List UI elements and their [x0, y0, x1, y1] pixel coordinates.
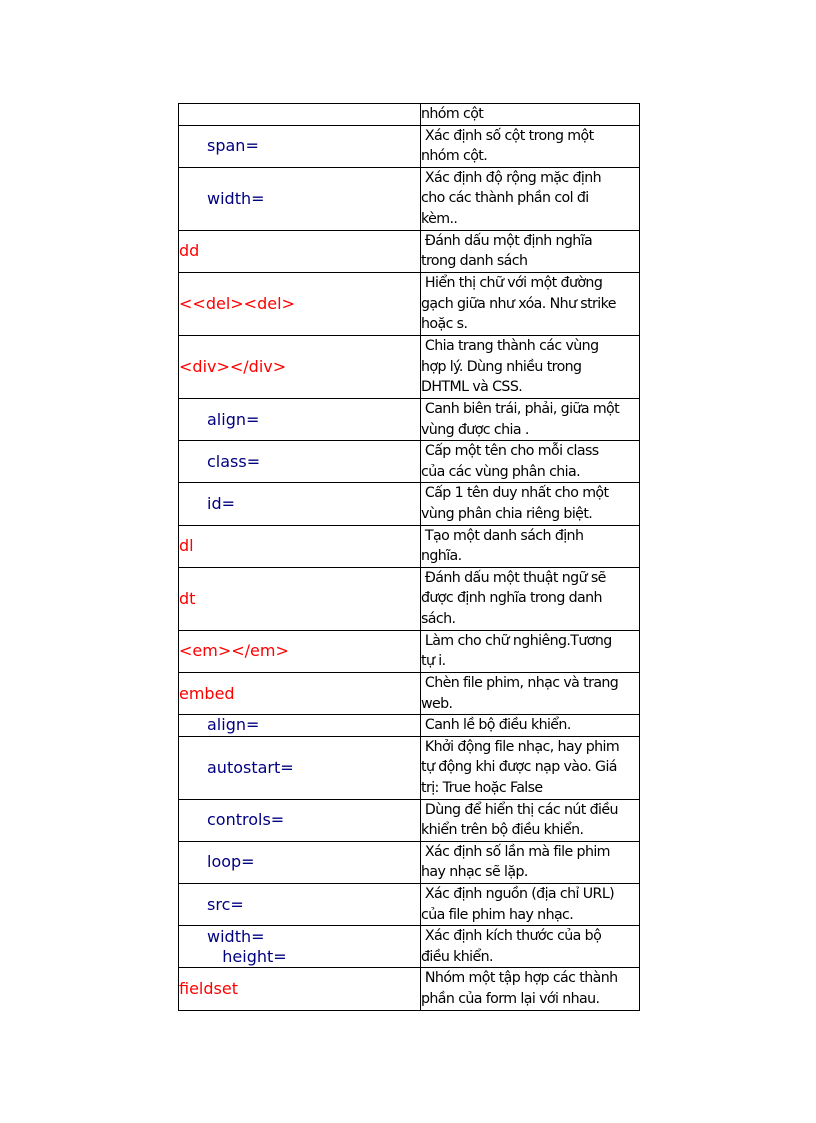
table-row [179, 715, 640, 737]
tag-cell: id= [179, 483, 421, 525]
tag-cell: class= [179, 441, 421, 483]
tag-cell: loop= [179, 841, 421, 883]
description-cell: Hiển thị chữ với một đường gạch giữa như xóa. Như strike hoặc s. [421, 272, 640, 335]
description-cell: Đánh dấu một định nghĩa trong danh sách [421, 230, 640, 272]
description-cell: Làm cho chữ nghiêng.Tương tự i. [421, 630, 640, 672]
description-cell: Cấp một tên cho mỗi class của các vùng phân chia. [421, 441, 640, 483]
description-cell: Xác định kích thước của bộ điều khiển. [421, 926, 640, 968]
table-row [179, 736, 640, 799]
table-row [179, 672, 640, 714]
description-cell: Xác định số lần mà file phim hay nhạc sẽ lặp. [421, 841, 640, 883]
table-row [179, 398, 640, 440]
tag-cell: <div></div> [179, 335, 421, 398]
table-row [179, 104, 640, 126]
description-cell: Canh biên trái, phải, giữa một vùng được chia . [421, 398, 640, 440]
tag-cell: <<del><del> [179, 272, 421, 335]
tag-cell: dt [179, 567, 421, 630]
table-row [179, 167, 640, 230]
description-cell: Tạo một danh sách định nghĩa. [421, 525, 640, 567]
description-cell: Dùng để hiển thị các nút điều khiển trên bộ điều khiển. [421, 799, 640, 841]
description-cell: Nhóm một tập hợp các thành phần của form lại với nhau. [421, 968, 640, 1010]
tag-cell: <em></em> [179, 630, 421, 672]
description-cell: nhóm cột [421, 104, 640, 126]
tag-cell: span= [179, 125, 421, 167]
tag-cell: dd [179, 230, 421, 272]
table-row [179, 125, 640, 167]
description-cell: Cấp 1 tên duy nhất cho một vùng phân chia riêng biệt. [421, 483, 640, 525]
tag-cell: align= [179, 715, 421, 737]
table-row [179, 799, 640, 841]
table-row [179, 841, 640, 883]
description-cell: Xác định độ rộng mặc định cho các thành phần col đi kèm.. [421, 167, 640, 230]
table-row [179, 630, 640, 672]
tag-cell: autostart= [179, 736, 421, 799]
description-cell: Đánh dấu một thuật ngữ sẽ được định nghĩa trong danh sách. [421, 567, 640, 630]
table-row [179, 884, 640, 926]
description-cell: Khởi động file nhạc, hay phim tự động khi được nạp vào. Giá trị: True hoặc False [421, 736, 640, 799]
tag-cell: align= [179, 398, 421, 440]
table-row [179, 441, 640, 483]
tag-cell: width= [179, 167, 421, 230]
description-cell: Chia trang thành các vùng hợp lý. Dùng nhiều trong DHTML và CSS. [421, 335, 640, 398]
tag-cell: embed [179, 672, 421, 714]
table-row [179, 567, 640, 630]
tag-cell: dl [179, 525, 421, 567]
table-row [179, 926, 640, 968]
tag-cell: controls= [179, 799, 421, 841]
table-row [179, 335, 640, 398]
html-tag-reference-table [178, 103, 640, 1011]
description-cell: Canh lề bộ điều khiển. [421, 715, 640, 737]
table-row [179, 230, 640, 272]
tag-cell [179, 104, 421, 126]
table-row [179, 525, 640, 567]
table-row [179, 272, 640, 335]
tag-cell: fieldset [179, 968, 421, 1010]
tag-cell: src= [179, 884, 421, 926]
table-row [179, 483, 640, 525]
tag-cell: width= height= [179, 926, 421, 968]
description-cell: Xác định số cột trong một nhóm cột. [421, 125, 640, 167]
table-row [179, 968, 640, 1010]
description-cell: Xác định nguồn (địa chỉ URL) của file phim hay nhạc. [421, 884, 640, 926]
description-cell: Chèn file phim, nhạc và trang web. [421, 672, 640, 714]
